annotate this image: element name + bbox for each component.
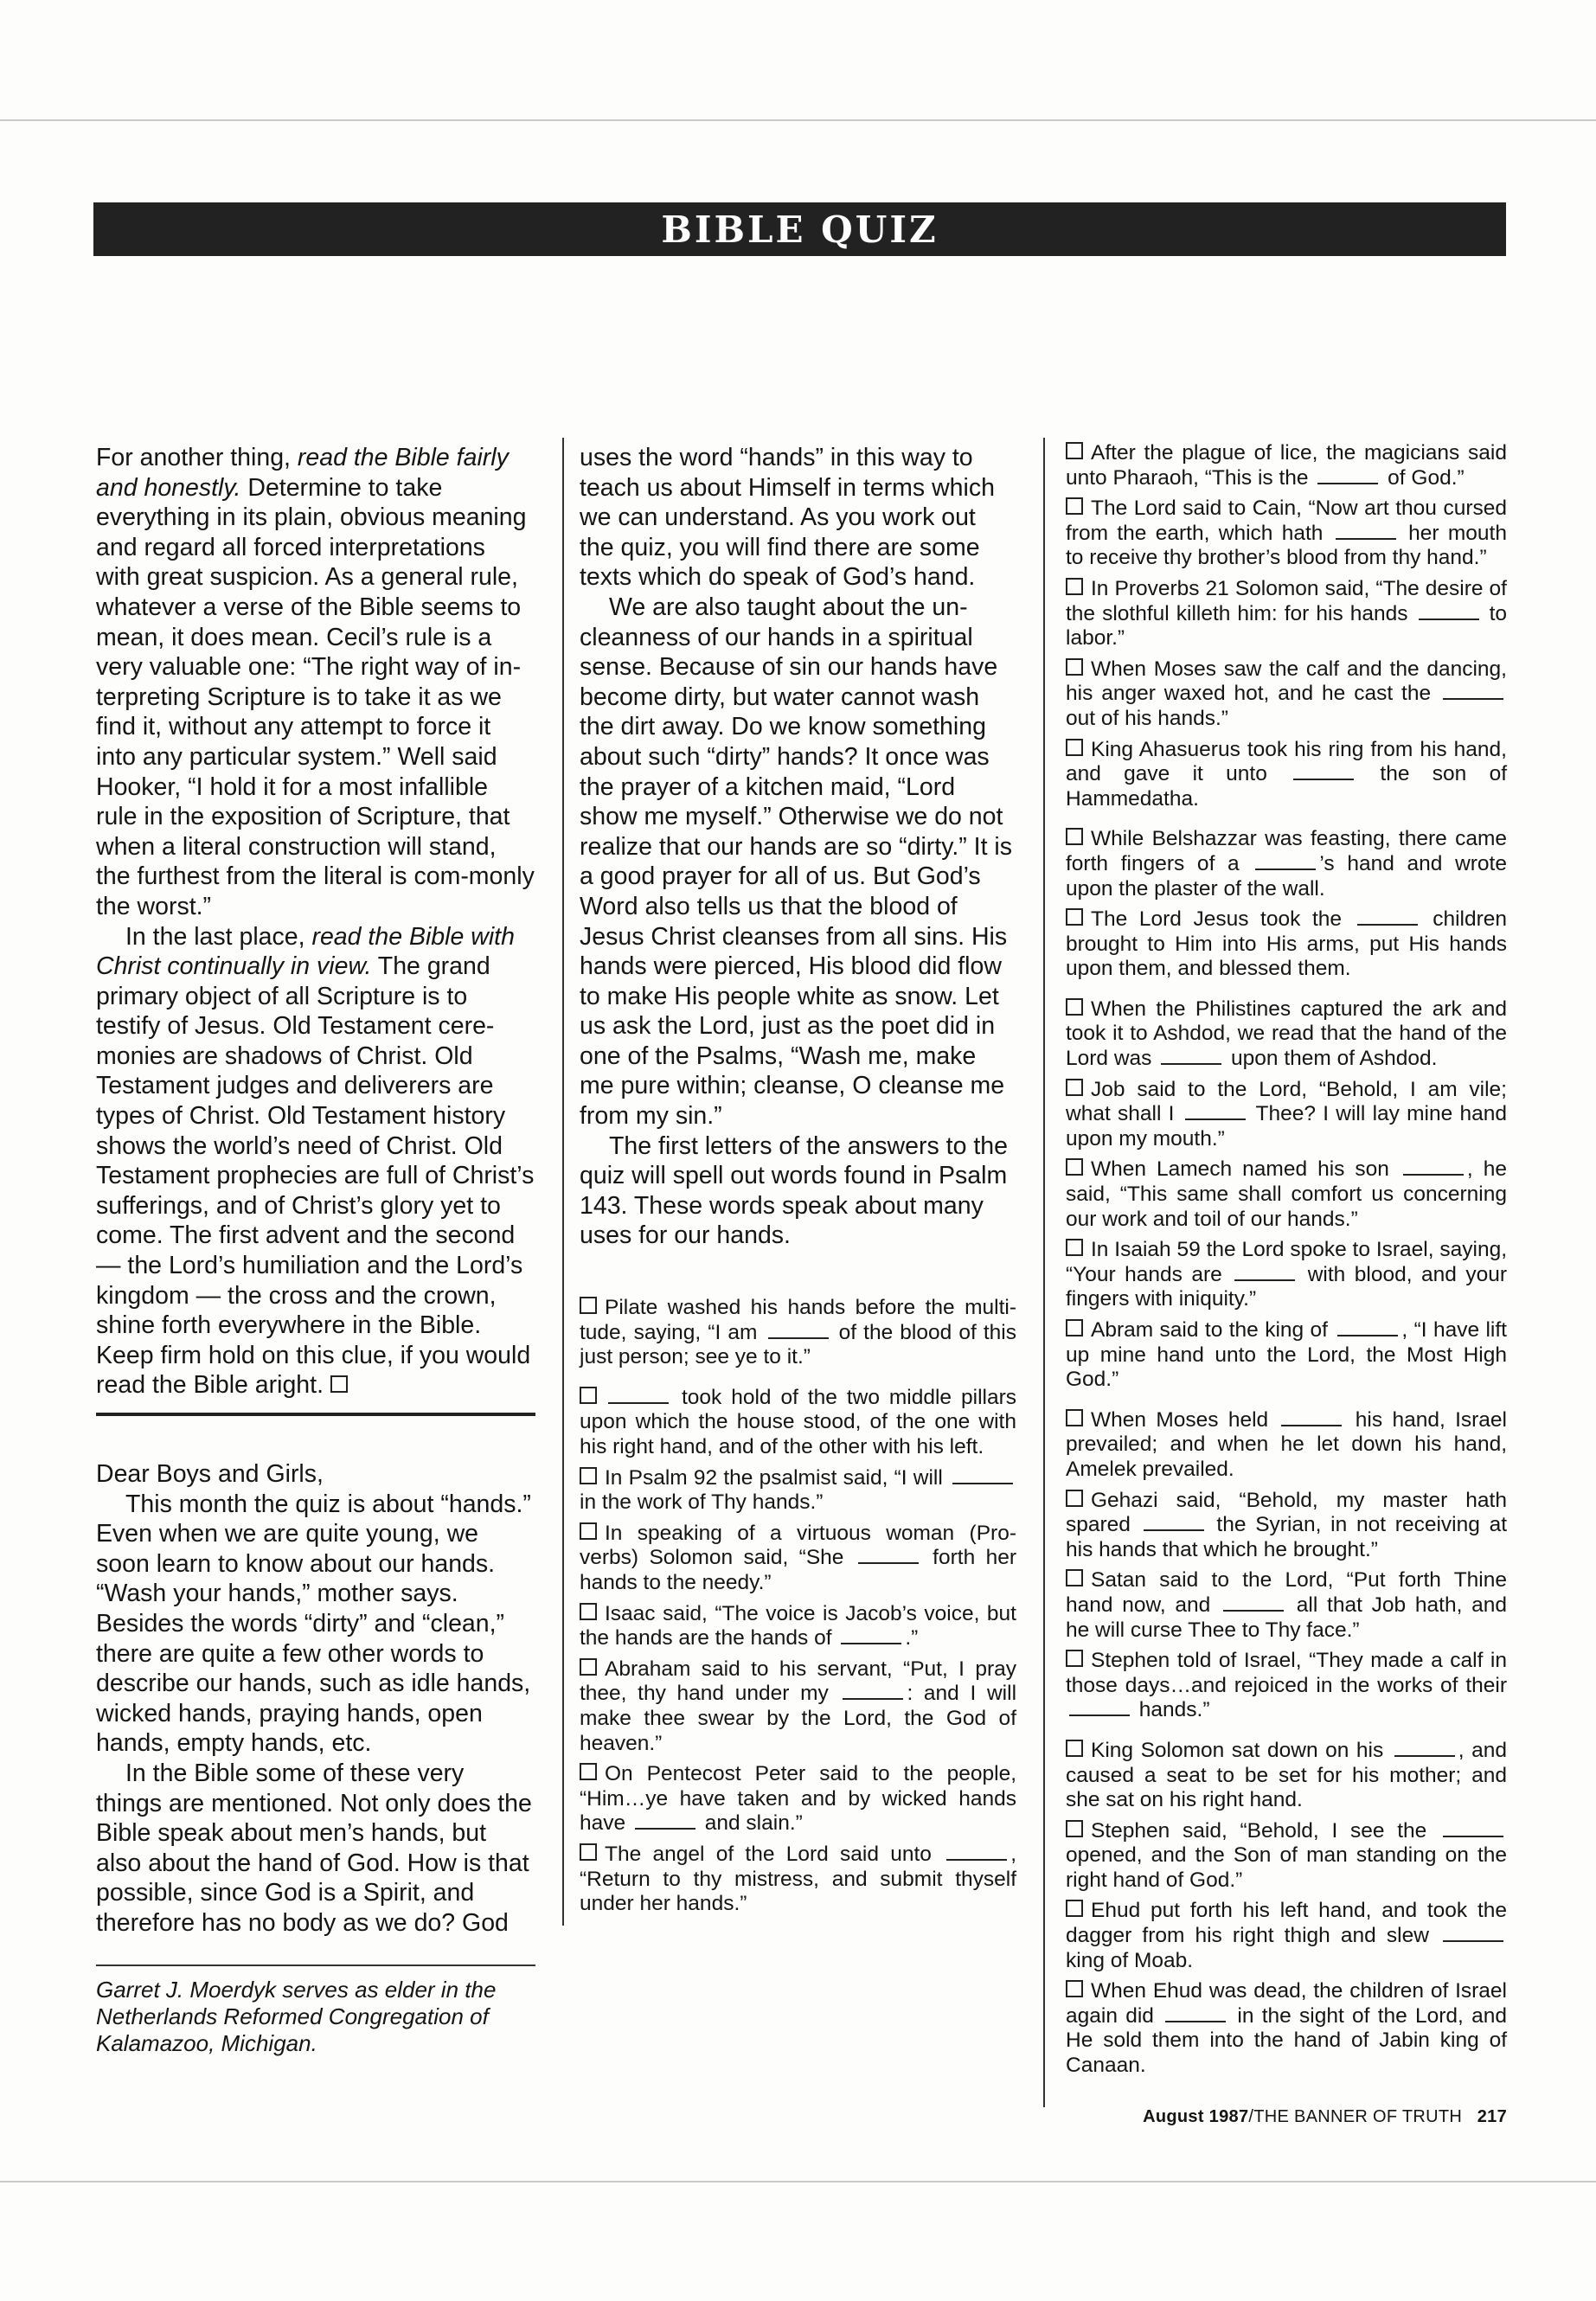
answer-blank <box>1185 1103 1246 1120</box>
paragraph-text: In the last place, <box>125 922 312 951</box>
emphasis-text: read the Bible fairly and honestly. <box>96 444 509 502</box>
question-text: When Ehud was dead, the children of Israel again did <box>1066 1979 1507 2028</box>
column-1 <box>96 443 535 2057</box>
checkbox-icon <box>1066 442 1083 459</box>
checkbox-icon <box>1066 1158 1083 1176</box>
question-text: .” <box>905 1626 919 1650</box>
checkbox-icon <box>1066 1740 1083 1757</box>
question-text: When Lamech named his son <box>1091 1157 1400 1182</box>
letter-paragraph: In the Bible some of these very things are mentioned. Not only does the Bible speak about men’s hands, but also about the hand of God. How is that possible, since God is a Spirit, and therefore has no body as we do? God <box>96 1759 532 1937</box>
quiz-question <box>1066 1899 1507 1973</box>
question-text: of the blood of this just person; see ye to it.” <box>580 1320 1016 1369</box>
quiz-question <box>1066 497 1507 571</box>
answer-blank <box>1293 763 1354 780</box>
quiz-question <box>580 1296 1016 1370</box>
checkbox-icon <box>1066 1319 1083 1336</box>
answer-blank <box>1161 1048 1221 1065</box>
question-text: upon them of Ashdod. <box>1225 1047 1438 1071</box>
checkbox-icon <box>1066 1079 1083 1096</box>
banner-title: BIBLE QUIZ <box>661 208 939 251</box>
article-paragraph <box>96 922 535 1401</box>
answer-blank <box>1419 603 1479 620</box>
quiz-question <box>1066 738 1507 812</box>
question-text: Abraham said to his servant, “Put, I pray thee, thy hand under my <box>580 1657 1016 1706</box>
quiz-question <box>580 1466 1016 1516</box>
question-text: , and caused a seat to be set for his mother; and she sat on his right hand. <box>1066 1738 1507 1812</box>
letter-paragraph: uses the word “hands” in this way to teach us about Himself in terms which we can understand. As you work out the quiz, you will find there are some texts which do speak of God’s hand. <box>580 444 995 592</box>
quiz-questions <box>1066 441 1507 2079</box>
column-divider-2 <box>1043 438 1045 2107</box>
question-text: Gehazi said, “Behold, my master hath spared <box>1066 1488 1507 1537</box>
checkbox-icon <box>1066 908 1083 926</box>
quiz-question <box>1066 441 1507 490</box>
quiz-question <box>580 1843 1016 1917</box>
checkbox-icon <box>1066 1490 1083 1507</box>
checkbox-icon <box>580 1467 597 1484</box>
quiz-question <box>580 1657 1016 1756</box>
question-text: ’s hand and wrote upon the plaster of the wall. <box>1066 851 1507 901</box>
quiz-question <box>1066 1739 1507 1813</box>
quiz-question <box>1066 997 1507 1072</box>
checkbox-icon <box>1066 658 1083 676</box>
paragraph-text: The grand primary object of all Scripture is to testify of Jesus. Old Testament cere-monies are shadows of Christ. Old Testament judges and deliverers are types of Christ. Old Testament history shows the world’s need of Christ. Old Testament prophecies are full of Christ’s sufferings, and of Christ’s glory yet to come. The first advent and the second — the Lord’s humiliation and the Lord’s kingdom — the cross and the crown, shine forth everywhere in the Bible. Keep firm hold on this clue, if you would read the Bible aright. <box>96 952 535 1400</box>
author-bio: Garret J. Moerdyk serves as elder in the Netherlands Reformed Congregation of Kalamazoo, Michigan. <box>96 1976 497 2056</box>
answer-blank <box>1281 1409 1342 1426</box>
checkbox-icon <box>580 1603 597 1620</box>
question-text: After the plague of lice, the magicians said unto Pharaoh, “This is the <box>1066 441 1507 490</box>
question-text: in the work of Thy hands.” <box>580 1490 824 1515</box>
question-text: Stephen said, “Behold, I see the <box>1091 1818 1439 1843</box>
answer-blank <box>1357 908 1418 926</box>
question-text: her mouth to receive thy brother’s blood from thy hand.” <box>1066 521 1507 570</box>
question-text: On Pentecost Peter said to the people, “Him…ye have taken and by wicked hands have <box>580 1762 1016 1836</box>
question-text: Job said to the Lord, “Behold, I am vile; what shall I <box>1066 1077 1507 1126</box>
question-text: in the sight of the Lord, and He sold them into the hand of Jabin king of Canaan. <box>1066 2003 1507 2078</box>
checkbox-icon <box>1066 1820 1083 1837</box>
question-text: In Isaiah 59 the Lord spoke to Israel, saying, “Your hands are <box>1066 1238 1507 1286</box>
checkbox-icon <box>1066 1239 1083 1256</box>
checkbox-icon <box>1066 497 1083 515</box>
section-divider <box>96 1413 535 1416</box>
question-text: took hold of the two middle pillars upon which the house stood, of the one with his right hand, and of the other with his left. <box>580 1385 1016 1458</box>
quiz-question <box>1066 1238 1507 1312</box>
column-divider-1 <box>562 438 564 1926</box>
column-3 <box>1066 441 1507 2085</box>
question-text: to labor.” <box>1066 601 1507 651</box>
bio-divider <box>96 1965 535 1966</box>
checkbox-icon <box>580 1658 597 1676</box>
question-text: In Psalm 92 the psalmist said, “I will <box>605 1465 949 1490</box>
answer-blank <box>635 1812 695 1830</box>
publication-name: THE BANNER OF TRUTH <box>1253 2107 1463 2126</box>
issue-date: August 1987 <box>1143 2107 1249 2126</box>
answer-blank <box>1443 683 1503 700</box>
quiz-question <box>1066 827 1507 901</box>
answer-blank <box>858 1547 919 1564</box>
question-text: Abram said to the king of <box>1091 1318 1335 1342</box>
answer-blank <box>1069 1699 1130 1716</box>
quiz-question <box>1066 1078 1507 1152</box>
footer-separator: / <box>1248 2107 1254 2126</box>
question-text: and slain.” <box>698 1811 803 1836</box>
answer-blank <box>1403 1158 1464 1176</box>
checkbox-icon <box>1066 1409 1083 1426</box>
quiz-question <box>1066 1318 1507 1393</box>
question-text: out of his hands.” <box>1066 706 1228 730</box>
question-text: When Moses held <box>1091 1407 1279 1432</box>
article-paragraph <box>96 443 535 922</box>
checkbox-icon <box>580 1522 597 1540</box>
question-text: Isaac said, “The voice is Jacob’s voice, but the hands are the hands of <box>580 1601 1016 1650</box>
article-paragraphs <box>96 443 535 1400</box>
quiz-question <box>1066 577 1507 651</box>
checkbox-icon <box>580 1843 597 1861</box>
bottom-page-rule <box>0 2181 1596 2182</box>
quiz-question <box>1066 1819 1507 1894</box>
answer-blank <box>1394 1740 1455 1757</box>
question-text: Thee? I will lay mine hand upon my mouth.” <box>1066 1102 1507 1150</box>
checkbox-icon <box>1066 998 1083 1016</box>
letter-paragraph: The first letters of the answers to the quiz will spell out words found in Psalm 143. These words speak about many uses for our hands. <box>580 1131 1008 1250</box>
answer-blank <box>1337 1319 1398 1336</box>
answer-blank <box>843 1682 903 1700</box>
quiz-questions <box>580 1296 1016 1917</box>
salutation: Dear Boys and Girls, <box>96 1460 324 1488</box>
answer-blank <box>1223 1594 1284 1612</box>
question-text: with blood, and your fingers with iniquity.” <box>1066 1262 1507 1311</box>
quiz-question <box>1066 1157 1507 1232</box>
question-text: opened, and the Son of man standing on the right hand of God.” <box>1066 1843 1507 1892</box>
question-text: When the Philistines captured the ark and took it to Ashdod, we read that the hand of the Lord was <box>1066 997 1507 1071</box>
checkbox-icon <box>1066 1569 1083 1586</box>
question-text: King Solomon sat down on his <box>1091 1738 1391 1762</box>
question-text: the son of Hammedatha. <box>1066 762 1507 811</box>
question-text: : and I will make thee swear by the Lord, the God of heaven.” <box>580 1682 1017 1755</box>
answer-blank <box>768 1322 829 1339</box>
checkbox-icon <box>580 1297 597 1314</box>
answer-blank <box>946 1843 1007 1861</box>
question-text: Pilate washed his hands before the multi-tude, saying, “I am <box>580 1296 1016 1344</box>
checkbox-icon <box>1066 828 1083 845</box>
checkbox-icon <box>1066 1980 1083 1997</box>
question-text: The angel of the Lord said unto <box>605 1842 944 1866</box>
question-text: Ehud put forth his left hand, and took the dagger from his right thigh and slew <box>1066 1899 1507 1948</box>
question-text: In speaking of a virtuous woman (Pro-verbs) Solomon said, “She <box>580 1521 1016 1570</box>
column-2 <box>580 443 1016 1923</box>
top-page-rule <box>0 119 1596 121</box>
question-text: The Lord said to Cain, “Now art thou cursed from the earth, which hath <box>1066 497 1507 545</box>
answer-blank <box>608 1387 669 1404</box>
quiz-question <box>1066 907 1507 982</box>
question-text: King Ahasuerus took his ring from his hand, and gave it unto <box>1066 737 1507 786</box>
letter-paragraph: This month the quiz is about “hands.” Even when we are quite young, we soon learn to know about our hands. “Wash your hands,” mother says. Besides the words “dirty” and “clean,” there are quite a few other words to describe our hands, such as idle hands, wicked hands, praying hands, open hands, empty hands, etc. <box>96 1490 531 1758</box>
question-text: children brought to Him into His arms, put His hands upon them, and blessed them. <box>1066 907 1508 981</box>
question-text: the Syrian, in not receiving at his hands that which he brought.” <box>1066 1513 1507 1561</box>
paragraph-text: For another thing, <box>96 444 298 471</box>
paragraph-text: Determine to take everything in its plain, obvious meaning and regard all forced interpretations with great suspicion. As a general rule, whatever a verse of the Bible seems to mean, it does mean. Cecil’s rule is a very valuable one: “The right way of in-terpreting Scripture is to take it as we find it, without any attempt to force it into any particular system.” Well said Hooker, “I hold it for a most infallible rule in the exposition of Scripture, that when a literal construction will stand, the furthest from the literal is com-monly the worst.” <box>96 473 535 920</box>
question-text: all that Job hath, and he will curse Thee to Thy face.” <box>1066 1593 1508 1642</box>
page-number: 217 <box>1477 2107 1507 2126</box>
question-text: Satan said to the Lord, “Put forth Thine hand now, and <box>1066 1568 1507 1617</box>
checkbox-icon <box>1066 739 1083 756</box>
answer-blank <box>1317 467 1378 484</box>
quiz-question <box>580 1386 1016 1460</box>
page-footer <box>1130 2107 1507 2127</box>
answer-blank <box>1144 1514 1204 1531</box>
answer-blank <box>1443 1820 1503 1837</box>
quiz-question <box>1066 1408 1507 1483</box>
question-text: , he said, “This same shall comfort us concerning our work and toil of our hands.” <box>1066 1157 1507 1231</box>
answer-blank <box>952 1467 1013 1484</box>
quiz-question <box>1066 1979 1507 2078</box>
answer-blank <box>1234 1264 1295 1281</box>
quiz-question <box>580 1762 1016 1836</box>
question-text: of God.” <box>1381 465 1465 490</box>
question-text: forth her hands to the needy.” <box>580 1546 1016 1594</box>
question-text: king of Moab. <box>1066 1948 1194 1972</box>
checkbox-icon <box>1066 1650 1083 1667</box>
question-text: The Lord Jesus took the <box>1091 907 1354 932</box>
quiz-question <box>580 1602 1016 1651</box>
answer-blank <box>1443 1925 1503 1942</box>
answer-blank <box>1255 853 1316 870</box>
question-text: Stephen told of Israel, “They made a calf in those days…and rejoiced in the works of their <box>1066 1649 1507 1697</box>
answer-blank <box>1165 2005 1226 2022</box>
emphasis-text: read the Bible with Christ continually in view. <box>96 922 515 981</box>
answer-blank <box>841 1627 901 1644</box>
quiz-question <box>1066 1649 1507 1723</box>
question-text: his hand, Israel prevailed; and when he let down his hand, Amelek prevailed. <box>1066 1407 1507 1481</box>
quiz-question <box>1066 1489 1507 1563</box>
question-text: , “Return to thy mistress, and submit thyself under her hands.” <box>580 1842 1016 1916</box>
quiz-question <box>1066 657 1507 732</box>
quiz-question <box>580 1522 1016 1596</box>
answer-blank <box>1336 522 1396 540</box>
end-mark-icon <box>330 1375 348 1393</box>
question-text: While Belshazzar was feasting, there came forth fingers of a <box>1066 827 1507 875</box>
question-text: In Proverbs 21 Solomon said, “The desire of the slothful killeth him: for his hands <box>1066 576 1507 625</box>
checkbox-icon <box>1066 1900 1083 1917</box>
checkbox-icon <box>580 1387 597 1404</box>
letter-paragraph: We are also taught about the un-cleanness of our hands in a spiritual sense. Because of sin our hands have become dirty, but water cannot wash the dirt away. Do we know something about such “dirty” hands? It once was the prayer of a kitchen maid, “Lord show me myself.” Otherwise we do not realize that our hands are so “dirty.” It is a good prayer for all of us. But God’s Word also tells us that the blood of Jesus Christ cleanses from all sins. His hands were pierced, His blood did flow to make His people white as snow. Let us ask the Lord, just as the poet did in one of the Psalms, “Wash me, make me pure within; cleanse, O cleanse me from my sin.” <box>580 593 1013 1131</box>
quiz-banner <box>93 202 1506 256</box>
checkbox-icon <box>580 1763 597 1780</box>
question-text: When Moses saw the calf and the dancing, his anger waxed hot, and he cast the <box>1066 657 1507 706</box>
quiz-question <box>1066 1568 1507 1643</box>
question-text: , “I have lift up mine hand unto the Lord, the Most High God.” <box>1066 1318 1507 1392</box>
question-text: hands.” <box>1133 1698 1210 1722</box>
checkbox-icon <box>1066 578 1083 595</box>
